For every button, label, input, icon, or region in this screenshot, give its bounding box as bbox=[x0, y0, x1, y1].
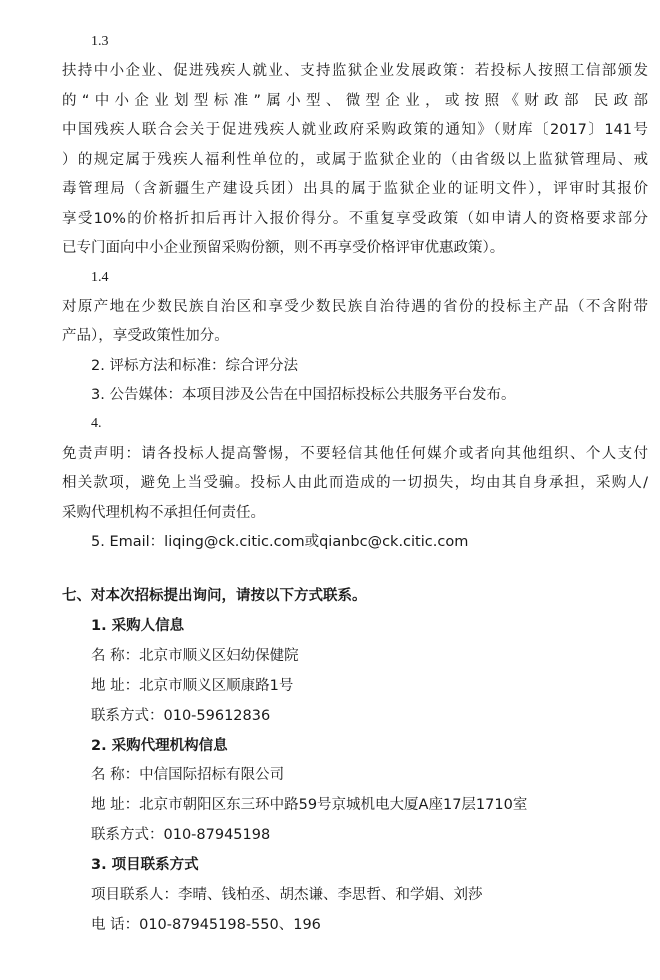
item-1-3-line: 中国残疾人联合会关于促进残疾人就业政府采购政策的通知》（财库〔2017〕141号 bbox=[62, 122, 648, 138]
agency-name: 名 称：中信国际招标有限公司 bbox=[91, 767, 285, 783]
project-contact-title: 3. 项目联系方式 bbox=[91, 857, 199, 873]
project-contacts: 项目联系人：李晴、钱柏丞、胡杰谦、李思哲、和学娟、刘莎 bbox=[91, 887, 483, 903]
agency-address: 地 址：北京市朝阳区东三环中路59号京城机电大厦A座17层1710室 bbox=[91, 797, 528, 813]
purchaser-info-title: 1. 采购人信息 bbox=[91, 618, 185, 634]
item-4-line: 免责声明：请各投标人提高警惕，不要轻信其他任何媒介或者向其他组织、个人支付 bbox=[62, 446, 648, 462]
item-4-number: 4. bbox=[91, 416, 102, 431]
item-5-email: 5. Email：liqing@ck.citic.com或qianbc@ck.citic.com bbox=[91, 534, 469, 550]
item-1-3-line: 毒管理局（含新疆生产建设兵团）出具的属于监狱企业的证明文件），评审时其报价 bbox=[62, 181, 648, 197]
item-1-4-line: 对原产地在少数民族自治区和享受少数民族自治待遇的省份的投标主产品（不含附带 bbox=[62, 299, 648, 315]
project-phone: 电 话：010-87945198-550、196 bbox=[91, 917, 321, 933]
item-1-4-number: 1.4 bbox=[91, 270, 109, 285]
item-1-3-line: 扶持中小企业、促进残疾人就业、支持监狱企业发展政策：若投标人按照工信部颁发 bbox=[62, 63, 648, 79]
item-1-3-line: ）的规定属于残疾人福利性单位的，或属于监狱企业的（由省级以上监狱管理局、戒 bbox=[62, 152, 648, 168]
item-4-line: 相关款项，避免上当受骗。投标人由此而造成的一切损失，均由其自身承担，采购人/ bbox=[62, 475, 648, 491]
item-1-4-line: 产品），享受政策性加分。 bbox=[62, 328, 229, 344]
purchaser-address: 地 址：北京市顺义区顺康路1号 bbox=[91, 678, 294, 694]
item-4-line: 采购代理机构不承担任何责任。 bbox=[62, 505, 265, 521]
item-1-3-line: 已专门面向中小企业预留采购份额，则不再享受价格评审优惠政策）。 bbox=[62, 240, 505, 256]
purchaser-name: 名 称：北京市顺义区妇幼保健院 bbox=[91, 648, 299, 664]
agency-phone: 联系方式：010-87945198 bbox=[91, 827, 271, 843]
item-2-evaluation-method: 2. 评标方法和标准：综合评分法 bbox=[91, 358, 298, 374]
contact-section-heading: 七、对本次招标提出询问，请按以下方式联系。 bbox=[62, 588, 367, 604]
item-1-3-line: 的“中小企业划型标准”属小型、微型企业，或按照《财政部 民政部 bbox=[62, 93, 648, 109]
item-1-3-line: 享受10%的价格折扣后再计入报价得分。不重复享受政策（如申请人的资格要求部分 bbox=[62, 211, 648, 227]
agency-info-title: 2. 采购代理机构信息 bbox=[91, 738, 228, 754]
item-3-announcement-media: 3. 公告媒体：本项目涉及公告在中国招标投标公共服务平台发布。 bbox=[91, 387, 516, 403]
item-1-3-number: 1.3 bbox=[91, 34, 109, 49]
purchaser-phone: 联系方式：010-59612836 bbox=[91, 708, 271, 724]
